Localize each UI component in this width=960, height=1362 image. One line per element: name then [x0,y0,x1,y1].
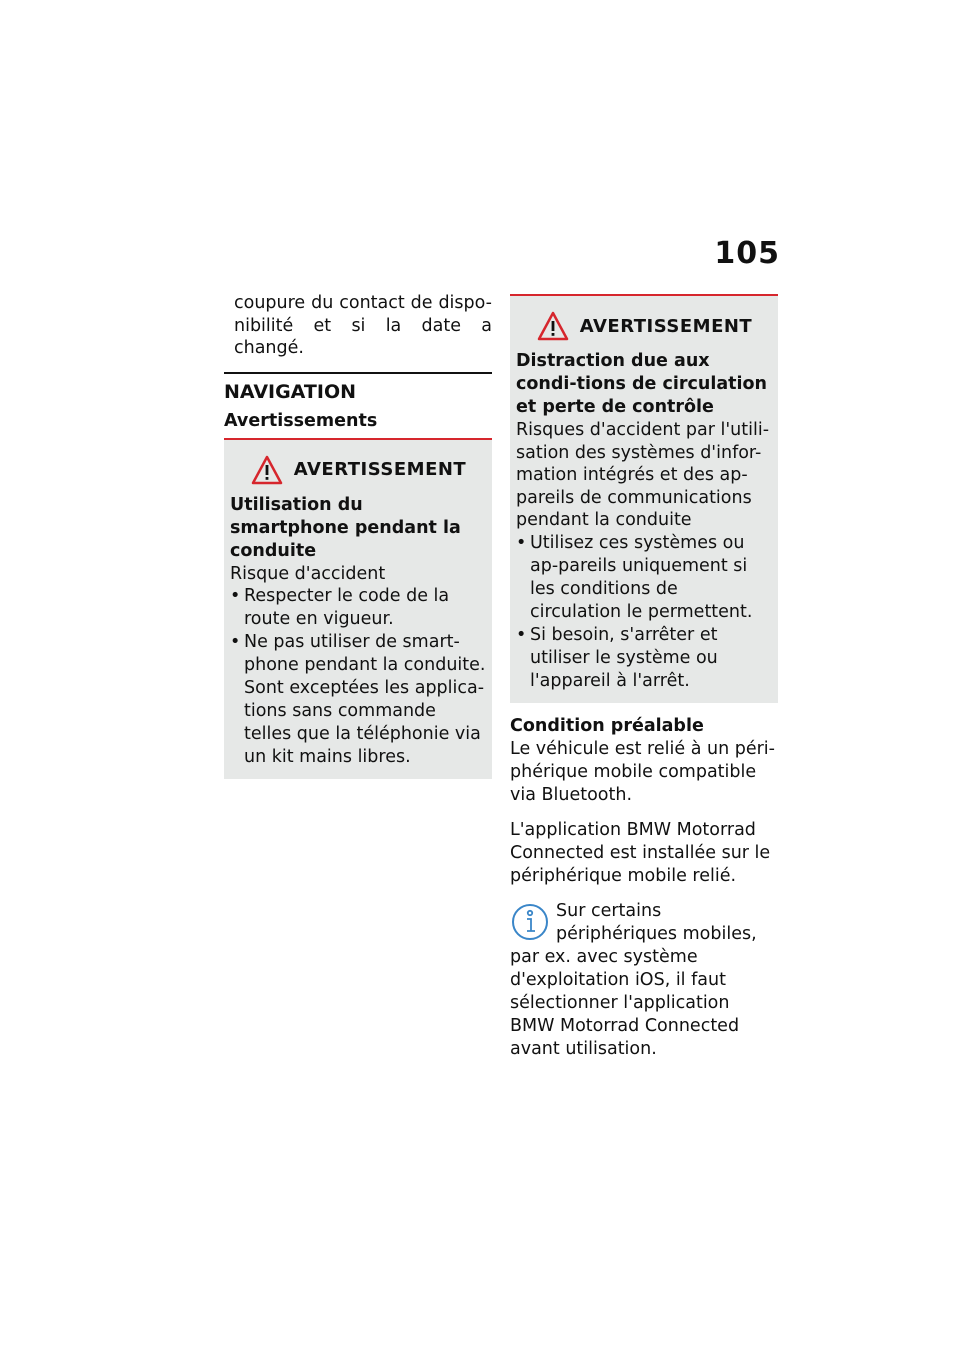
list-item: • Ne pas utiliser de smart-phone pendant la conduite. Sont exceptées les applica-tions sans commande telles que la téléphonie via un kit mains libres. [230,631,486,769]
app-installed-text: L'application BMW Motorrad Connected est installée sur le périphérique mobile relié. [510,819,771,886]
list-item: • Respecter le code de la route en vigueur. [230,585,486,631]
warning-subtitle: Utilisation du smartphone pendant la conduite [230,494,461,561]
list-item: • Si besoin, s'arrêter et utiliser le système ou l'appareil à l'arrêt. [516,624,772,693]
warning-box-distraction [510,294,778,703]
condition-title: Condition préalable [510,715,704,736]
warning-triangle-icon [536,310,570,342]
page-number: 105 [714,236,780,271]
warning-risk: Risques d'accident par l'utili-sation des systèmes d'infor-mation intégrés et des ap-pareils de communications pendant la conduite [516,420,770,531]
warning-box-smartphone [224,438,492,780]
warning-list [516,532,772,693]
warning-triangle-icon [250,454,284,486]
warning-risk: Risque d'accident [230,563,386,584]
condition-text: Le véhicule est relié à un péri-phérique mobile compatible via Bluetooth. [510,738,775,805]
subsection-title: Avertissements [224,410,378,431]
continuation-text: coupure du contact de dispo-nibilité et si la date a changé. [234,293,492,359]
list-item: • Utilisez ces systèmes ou ap-pareils uniquement si les conditions de circulation le permettent. [516,532,772,624]
warning-list [230,585,486,769]
warning-header [516,306,772,346]
warning-subtitle: Distraction due aux condi-tions de circulation et perte de contrôle [516,351,767,417]
info-icon [510,902,550,942]
info-note [510,900,778,1061]
info-text: Sur certains périphériques mobiles, par ex. avec système d'exploitation iOS, il faut sélectionner l'application BMW Motorrad Connected avant utilisation. [510,900,757,1059]
section-title: NAVIGATION [224,372,492,404]
warning-title: AVERTISSEMENT [293,459,467,481]
left-column [224,292,492,779]
right-column [510,294,778,1061]
warning-header [230,450,486,490]
warning-title: AVERTISSEMENT [579,315,753,337]
